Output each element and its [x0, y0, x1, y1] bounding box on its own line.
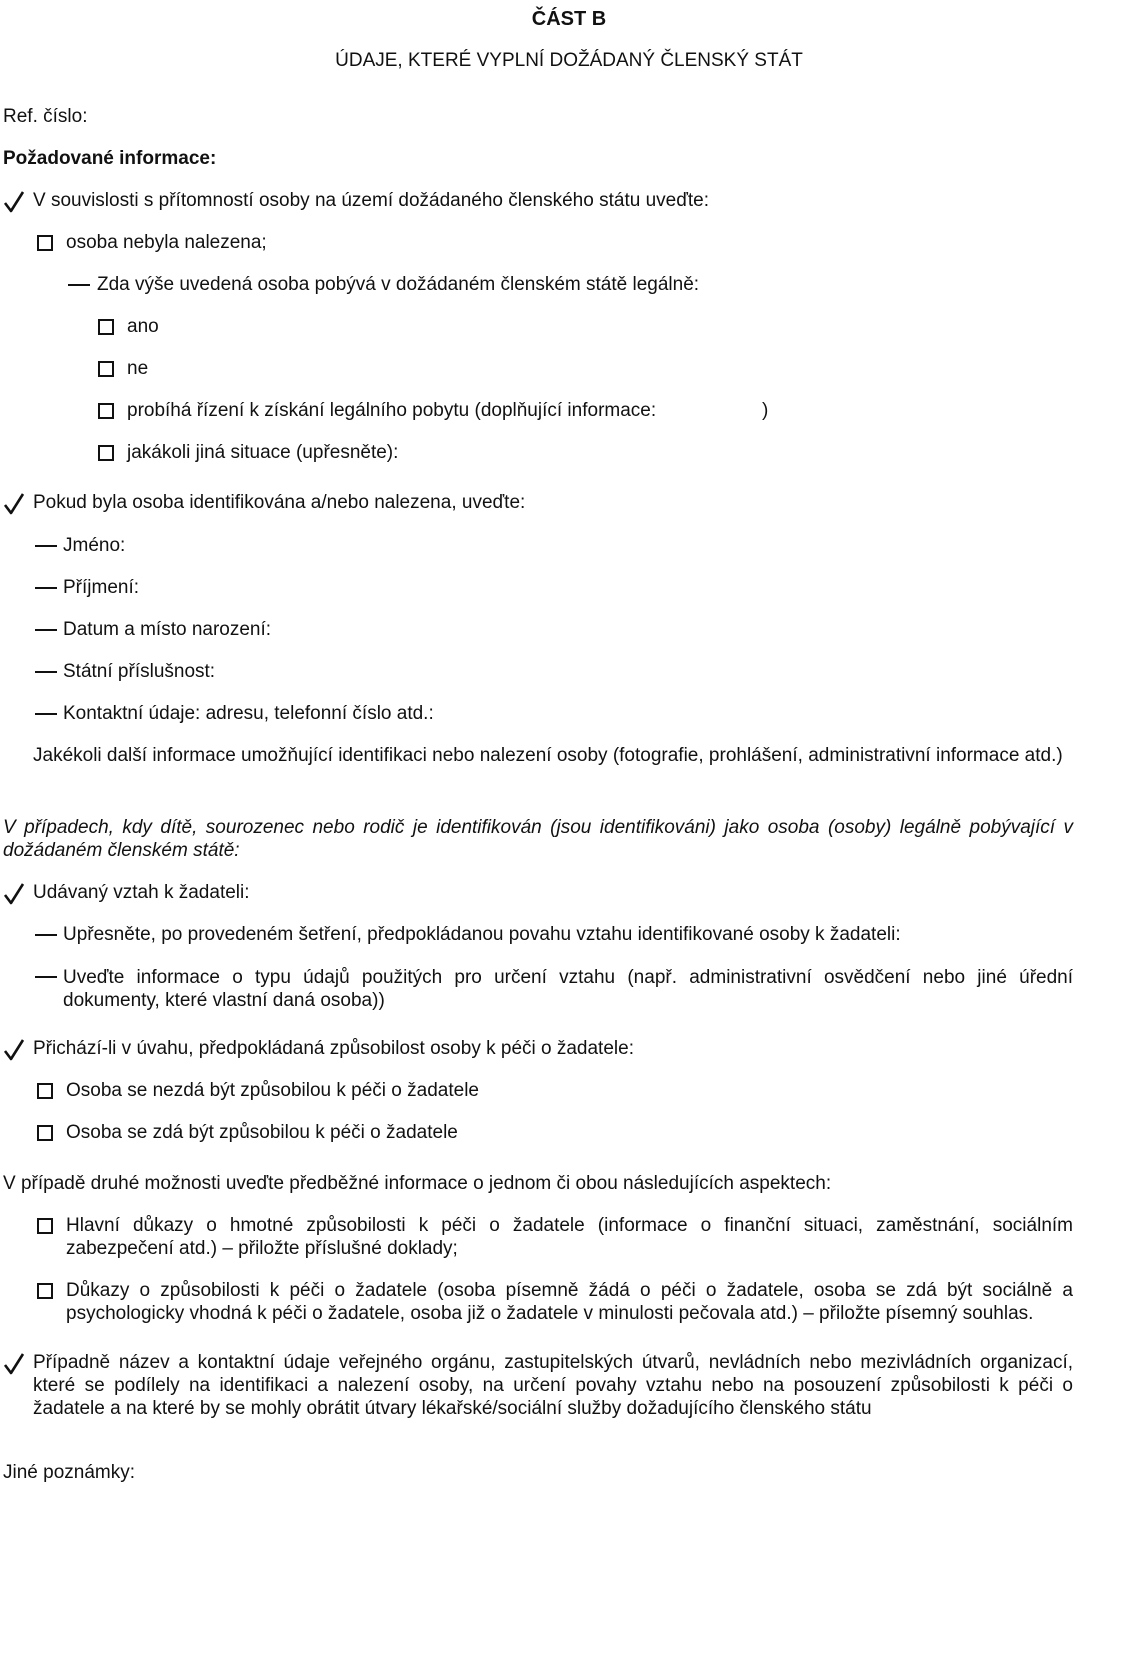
- checkbox-other-evidence[interactable]: [37, 1283, 53, 1299]
- checkbox-procedure[interactable]: [98, 403, 114, 419]
- checkmark-icon: [3, 190, 25, 214]
- dash-bullet: [35, 587, 57, 589]
- checkmark-icon: [3, 882, 25, 906]
- dash-bullet: [35, 671, 57, 673]
- relation-intro: V případech, kdy dítě, sourozenec nebo rodič je identifikován (jsou identifikováni) jako osoba (osoby) legálně pobývající v dožádaném členském státě:: [3, 817, 1073, 861]
- option-no-label: ne: [127, 358, 149, 379]
- relation-info-type: Uveďte informace o typu údajů použitých pro určení vztahu (např. administrativní osvědčení nebo jiné úřední dokumenty, které vlastní daná osoba)): [63, 967, 1073, 1011]
- field-surname: Příjmení:: [63, 577, 140, 598]
- field-contact-details: Kontaktní údaje: adresu, telefonní číslo atd.:: [63, 703, 434, 724]
- checkmark-icon: [3, 1038, 25, 1062]
- checkmark-icon: [3, 1352, 25, 1376]
- option-procedure-label: probíhá řízení k získání legálního pobytu (doplňující informace:: [127, 400, 657, 421]
- field-first-name: Jméno:: [63, 535, 126, 556]
- dash-bullet: [35, 545, 57, 547]
- identified-question: Pokud byla osoba identifikována a/nebo nalezena, uveďte:: [33, 492, 526, 513]
- option-not-capable-label: Osoba se nezdá být způsobilou k péči o žadatele: [66, 1080, 479, 1101]
- checkbox-capable[interactable]: [37, 1125, 53, 1141]
- other-evidence-text: Důkazy o způsobilosti k péči o žadatele (osoba písemně žádá o péči o žadatele, osoba se zdá být sociálně a psychologicky vhodná k péči o žadatele, osoba již o žadatele v minulosti pečovala atd.) – přiložte písemný souhlas.: [66, 1280, 1073, 1324]
- checkbox-main-evidence[interactable]: [37, 1218, 53, 1234]
- option-procedure-close: ): [762, 400, 769, 421]
- option-other-label: jakákoli jiná situace (upřesněte):: [127, 442, 399, 463]
- checkbox-other-situation[interactable]: [98, 445, 114, 461]
- section-subtitle: ÚDAJE, KTERÉ VYPLNÍ DOŽÁDANÝ ČLENSKÝ STÁT: [335, 50, 803, 71]
- dash-bullet: [35, 713, 57, 715]
- legal-stay-question: Zda výše uvedená osoba pobývá v dožádaném členském státě legálně:: [97, 274, 700, 295]
- relation-question: Udávaný vztah k žadateli:: [33, 882, 250, 903]
- checkbox-no[interactable]: [98, 361, 114, 377]
- field-nationality: Státní příslušnost:: [63, 661, 216, 682]
- additional-info-text: Jakékoli další informace umožňující identifikaci nebo nalezení osoby (fotografie, prohlášení, administrativní informace atd.): [33, 745, 1063, 766]
- field-birth-date-place: Datum a místo narození:: [63, 619, 272, 640]
- checkbox-person-not-found[interactable]: [37, 235, 53, 251]
- checkbox-yes[interactable]: [98, 319, 114, 335]
- section-title: ČÁST B: [531, 8, 607, 30]
- dash-bullet: [35, 934, 57, 936]
- dash-bullet: [68, 284, 90, 286]
- option-yes-label: ano: [127, 316, 159, 337]
- presence-question: V souvislosti s přítomností osoby na území dožádaného členského státu uveďte:: [33, 190, 710, 211]
- second-option-intro: V případě druhé možnosti uveďte předběžné informace o jednom či obou následujících aspektech:: [3, 1173, 832, 1194]
- relation-specify: Upřesněte, po provedeném šetření, předpokládanou povahu vztahu identifikované osoby k žadateli:: [63, 924, 901, 945]
- main-evidence-text: Hlavní důkazy o hmotné způsobilosti k péči o žadatele (informace o finanční situaci, zaměstnání, sociálním zabezpečení atd.) – přiložte příslušné doklady;: [66, 1215, 1073, 1259]
- public-body-text: Případně název a kontaktní údaje veřejného orgánu, zastupitelských útvarů, nevládních nebo mezivládních organizací, které se podílely na identifikaci a nalezení osoby, na určení povahy vztahu nebo na posouzení způsobilosti k péči o žadatele a na které by se mohly obrátit útvary lékařské/sociální služby dožadujícího členského státu: [33, 1352, 1073, 1419]
- capacity-question: Přichází-li v úvahu, předpokládaná způsobilost osoby k péči o žadatele:: [33, 1038, 634, 1059]
- person-not-found-label: osoba nebyla nalezena;: [66, 232, 267, 253]
- other-notes-label: Jiné poznámky:: [3, 1462, 136, 1483]
- ref-number-label: Ref. číslo:: [3, 106, 88, 127]
- dash-bullet: [35, 629, 57, 631]
- checkbox-not-capable[interactable]: [37, 1083, 53, 1099]
- requested-info-heading: Požadované informace:: [3, 148, 217, 169]
- checkmark-icon: [3, 492, 25, 516]
- option-capable-label: Osoba se zdá být způsobilou k péči o žadatele: [66, 1122, 458, 1143]
- dash-bullet: [35, 976, 57, 978]
